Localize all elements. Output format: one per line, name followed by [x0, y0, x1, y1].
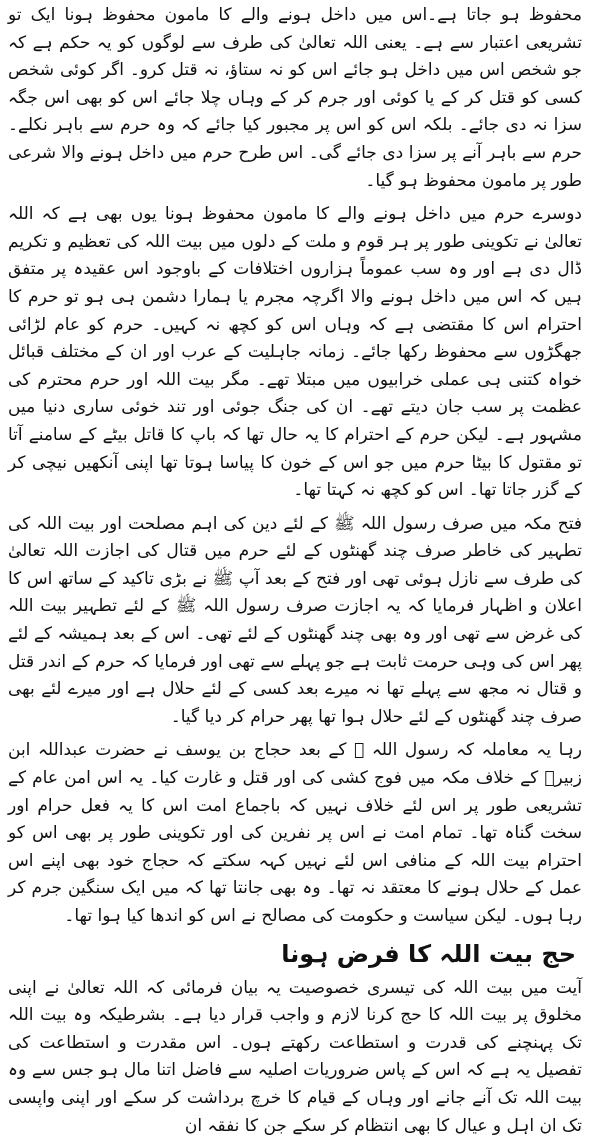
- paragraph-2: دوسرے حرم میں داخل ہونے والے کا مامون محفوظ ہونا یوں بھی ہے کہ اللہ تعالیٰ نے تکوینی طور پر ہر قوم و ملت کے دلوں میں بیت اللہ کی تعظیم و تکریم ڈال دی ہے اور وہ سب عموماً ہزاروں اختلافات کے باوجود اس عقیدہ پر متفق ہیں کہ اس میں داخل ہونے والا اگرچہ مجرم یا ہمارا دشمن ہی ہو تو حرم کا احترام اس کا مقتضی ہے کہ وہاں اس کو کچھ نہ کہیں۔ حرم کو عام لڑائی جھگڑوں سے محفوظ رکھا جائے۔ زمانہ جاہلیت کے عرب اور ان کے مختلف قبائل خواہ کتنی ہی عملی خرابیوں میں مبتلا تھے۔ مگر بیت اللہ اور حرم محترم کی عظمت پر سب جان دیتے تھے۔ ان کی جنگ جوئی اور تند خوئی ساری دنیا میں مشہور ہے۔ لیکن حرم کے احترام کا یہ حال تھا کہ باپ کا قاتل بیٹے کے سامنے آتا تو مقتول کا بیٹا حرم میں جو اس کے خون کا پیاسا ہوتا تھا اپنی آنکھیں نیچی کر کے گزر جاتا تھا۔ اس کو کچھ نہ کہتا تھا۔: [8, 204, 582, 501]
- section-paragraph-1: آیت میں بیت اللہ کی تیسری خصوصیت یہ بیان فرمائی کہ اللہ تعالیٰ نے اپنی مخلوق پر بیت اللہ کا حج کرنا لازم و واجب قرار دیا ہے۔ بشرطیکہ وہ بیت اللہ تک پہنچنے کی قدرت و استطاعت رکھتے ہوں۔ اس مقدرت و استطاعت کی تفصیل یہ ہے کہ اس کے پاس ضروریات اصلیہ سے فاضل اتنا مال ہو جس سے وہ بیت اللہ تک آنے جانے اور وہاں کے قیام کا خرچ برداشت کر سکے اور اپنی واپسی تک ان اہل و عیال کا بھی انتظام کر سکے جن کا نفقہ ان: [8, 977, 582, 1136]
- paragraph-1: محفوظ ہو جاتا ہے۔اس میں داخل ہونے والے کا مامون محفوظ ہونا ایک تو تشریعی اعتبار سے ہے۔ یعنی اللہ تعالیٰ کی طرف سے لوگوں کو یہ حکم ہے کہ جو شخص اس میں داخل ہو جائے اس کو نہ ستاؤ، نہ قتل کرو۔ اگر کوئی شخص کسی کو قتل کر کے یا کوئی اور جرم کر کے وہاں چلا جائے اس کو بھی اس جگہ سزا نہ دی جائے۔ بلکہ اس کو اس پر مجبور کیا جائے کہ وہ حرم سے باہر نکلے۔ حرم سے باہر آنے پر سزا دی جائے گی۔ اس طرح حرم میں داخل ہونے والا شرعی طور پر مامون محفوظ ہو گیا۔: [8, 5, 582, 191]
- paragraph-3: فتح مکہ میں صرف رسول اللہ ﷺ کے لئے دین کی اہم مصلحت اور بیت اللہ کی تطہیر کی خاطر صرف چند گھنٹوں کے لئے حرم میں قتال کی اجازت اللہ تعالیٰ کی طرف سے نازل ہوئی تھی اور فتح کے بعد آپ ﷺ نے بڑی تاکید کے ساتھ اس کا اعلان و اظہار فرمایا کہ یہ اجازت صرف رسول اللہ ﷺ کے لئے تطہیر بیت اللہ کی غرض سے تھی اور وہ بھی چند گھنٹوں کے لئے تھی۔ اس کے بعد ہمیشہ کے لئے پھر اس کی وہی حرمت ثابت ہے جو پہلے سے تھی اور فرمایا کہ حرم کے اندر قتل و قتال نہ مجھ سے پہلے تھا نہ میرے بعد کسی کے لئے حلال ہے اور میرے لئے بھی صرف چند گھنٹوں کے لئے حلال ہوا تھا پھر حرام کر دیا گیا۔: [8, 513, 582, 727]
- section-heading: حج بیت اللہ کا فرض ہونا: [281, 939, 576, 968]
- paragraph-4: رہا یہ معاملہ کہ رسول اللہ ﷺ کے بعد حجاج بن یوسف نے حضرت عبداللہ ابن زبیرؓ کے خلاف مکہ میں فوج کشی کی اور قتل و غارت کیا۔ یہ اس امن عام کے تشریعی طور پر اس لئے خلاف نہیں کہ باجماع امت اس کا یہ فعل حرام اور سخت گناہ تھا۔ تمام امت نے اس پر نفرین کی اور تکوینی طور پر بھی اس کو احترام بیت اللہ کے منافی اس لئے نہیں کہہ سکتے کہ حجاج خود بھی اپنے اس عمل کے حلال ہونے کا معتقد نہ تھا۔ وہ بھی جانتا تھا کہ میں ایک سنگین جرم کر رہا ہوں۔ لیکن سیاست و حکومت کی مصالح نے اس کو اندھا کیا ہوا تھا۔: [8, 740, 582, 926]
